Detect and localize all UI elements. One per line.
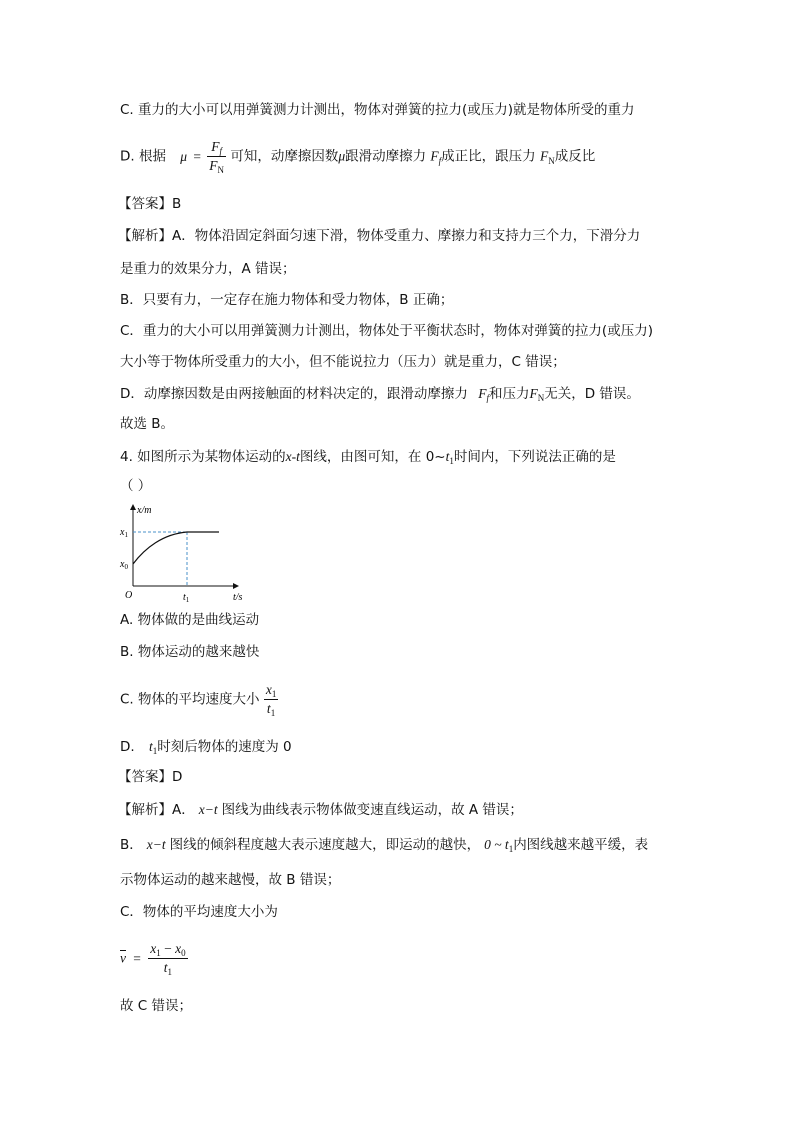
- q3-analysis-line-3: B．只要有力，一定存在施力物体和受力物体，B 正确；: [120, 292, 454, 308]
- q3-option-d: D. 根据 μ = $\frac{F_f}{F_N}$ 可知，动摩擦因数μ跟滑动摩擦力 $F_f$成正比，跟压力 $F_N$成反比: [120, 139, 596, 175]
- mu-symbol-2: μ: [338, 148, 346, 164]
- q3-analysis-line-6: D．动摩擦因数是由两接触面的材料决定的，跟滑动摩擦力 $F_f$和压力$F_N$无关，D 错误。: [120, 386, 640, 403]
- q4-stem: 4. 如图所示为某物体运动的x-t图线，由图可知，在 $0\sim t_1$时间内，下列说法正确的是: [120, 449, 616, 466]
- origin-label: O: [125, 590, 133, 601]
- xt-curve: [133, 532, 219, 564]
- y-axis-arrow-icon: [130, 504, 136, 510]
- q3-answer: 【答案】B: [118, 196, 182, 212]
- equals-sign: =: [193, 148, 201, 164]
- q4-option-a: A. 物体做的是曲线运动: [120, 612, 260, 628]
- q3-option-d-end: 成反比: [554, 148, 596, 165]
- avg-velocity-formula: $\overline{v}$ = $\frac{x_1 - x_0}{t_1}$: [120, 941, 186, 977]
- q3-option-d-mid1: 可知，动摩擦因数: [230, 148, 339, 165]
- friction-coefficient-fraction: $\frac{F_f}{F_N}$: [209, 139, 225, 175]
- q4-option-d: D. $t_1$时刻后物体的速度为 0: [120, 739, 292, 756]
- x-axis-arrow-icon: [233, 583, 239, 589]
- q3-option-d-mid3: 成正比，跟压力: [441, 148, 536, 165]
- x1-label: $x_1$: [120, 527, 128, 539]
- q4-answer-blank: （ ）: [120, 478, 152, 494]
- t1-label: $t_1$: [183, 592, 190, 604]
- q4-analysis-a: 【解析】A． x−t 图线为曲线表示物体做变速直线运动，故 A 错误；: [118, 802, 523, 818]
- x0-label: $x_0$: [120, 559, 128, 571]
- y-axis-label: x/m: [137, 505, 152, 516]
- q3-option-d-prefix: D. 根据: [120, 148, 166, 165]
- x-axis-label: t/s: [233, 592, 243, 603]
- q3-analysis-line-4: C．重力的大小可以用弹簧测力计测出，物体处于平衡状态时，物体对弹簧的拉力(或压力): [120, 323, 653, 339]
- q4-analysis-c: C．物体的平均速度大小为: [120, 904, 278, 920]
- q3-option-d-mid2: 跟滑动摩擦力: [345, 148, 427, 165]
- q3-analysis-line-1: 【解析】A．物体沿固定斜面匀速下滑，物体受重力、摩擦力和支持力三个力，下滑分力: [118, 228, 641, 244]
- q4-option-c: C. 物体的平均速度大小 $\frac{x_1}{t_1}$: [120, 682, 277, 718]
- xt-graph: [115, 500, 245, 605]
- q4-analysis-b-2: 示物体运动的越来越慢，故 B 错误；: [120, 872, 341, 888]
- q4-answer: 【答案】D: [118, 769, 183, 785]
- q3-analysis-line-5: 大小等于物体所受重力的大小，但不能说拉力（压力）就是重力，C 错误；: [120, 354, 566, 370]
- q4-option-c-fraction: $\frac{x_1}{t_1}$: [265, 682, 277, 718]
- q4-option-b: B. 物体运动的越来越快: [120, 644, 260, 660]
- q4-analysis-b: B． x−t 图线的倾斜程度越大表示速度越大，即运动的越快， 0 ~ $t_1$内图线越来越平缓，表: [120, 837, 649, 854]
- mu-symbol: μ: [180, 148, 188, 164]
- q3-option-c: C. 重力的大小可以用弹簧测力计测出，物体对弹簧的拉力(或压力)就是物体所受的重力: [120, 102, 635, 118]
- q3-conclusion: 故选 B。: [120, 416, 175, 432]
- q4-analysis-c-end: 故 C 错误；: [120, 998, 193, 1014]
- q3-analysis-line-2: 是重力的效果分力，A 错误；: [120, 261, 296, 277]
